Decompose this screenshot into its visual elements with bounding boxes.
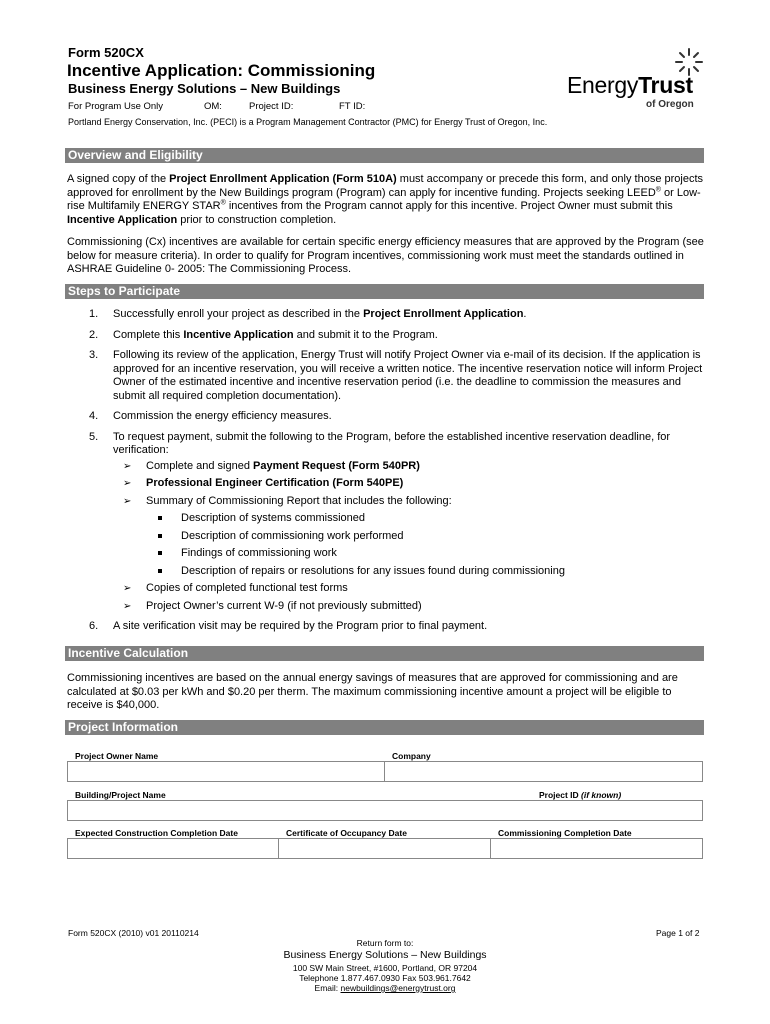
step-text-bold: Incentive Application <box>183 328 294 341</box>
construction-date-label: Expected Construction Completion Date <box>75 828 238 838</box>
item-text: Complete and signed <box>146 459 254 472</box>
item-text: Project Owner’s current W-9 (if not previously submitted) <box>146 599 422 612</box>
om-label: OM: <box>204 101 222 112</box>
list-item <box>113 600 707 614</box>
overview-text: incentives from the Program cannot apply for this incentive. Project Owner must submit this <box>225 200 673 212</box>
list-item <box>113 582 707 596</box>
item-text: Description of systems commissioned <box>181 512 366 524</box>
item-text: Copies of completed functional test forms <box>146 582 348 594</box>
page-subtitle: Business Energy Solutions – New Buildings <box>68 81 341 96</box>
building-project-label: Building/Project Name <box>75 790 166 800</box>
step-2 <box>67 329 707 343</box>
cx-completion-date-label: Commissioning Completion Date <box>498 828 632 838</box>
construction-date-field[interactable] <box>67 838 279 859</box>
registered-mark: ® <box>655 185 661 193</box>
step-text: Complete this <box>113 328 184 341</box>
email-label: Email: <box>314 983 341 993</box>
step-number: 2. <box>89 328 99 341</box>
peci-note: Portland Energy Conservation, Inc. (PECI) is a Program Management Contractor (PMC) for Energy Trust of Oregon, Inc. <box>68 117 548 127</box>
list-item <box>113 477 707 491</box>
overview-heading: Overview and Eligibility <box>65 148 704 163</box>
step-1 <box>67 308 707 322</box>
list-item <box>146 512 707 526</box>
item-text: Description of commissioning work performed <box>181 529 404 542</box>
occupancy-date-field[interactable] <box>278 838 491 859</box>
step-number: 1. <box>89 308 99 320</box>
step-text: Following its review of the application, Energy Trust will notify Project Owner via e-mail of its decision. If the application is approved for an incentive reservation, you will receive a written notice. The incentive reservation notice will inform Project Owner of the estimated incentive and incentive reservation period (i.e. the deadline to commission the measures and submit all required completion documentation). <box>113 349 703 402</box>
square-bullet-icon <box>158 551 162 555</box>
step-text: and submit it to the Program. <box>293 328 438 341</box>
step-text: To request payment, submit the following to the Program, before the established incentive reservation deadline, for verification: <box>113 430 671 456</box>
logo-subtitle: of Oregon <box>646 99 694 110</box>
arrow-bullet-icon: ➢ <box>123 495 132 507</box>
step-5 <box>67 431 707 614</box>
logo-wordmark <box>567 72 693 99</box>
step-6 <box>67 620 707 634</box>
item-text: Findings of commissioning work <box>181 547 337 559</box>
list-item <box>113 460 707 474</box>
item-text: Summary of Commissioning Report that includes the following: <box>146 494 452 507</box>
incentive-paragraph: Commissioning incentives are based on the annual energy savings of measures that are approved for commissioning and are calculated at $0.03 per kWh and $0.20 per therm. The maximum commissioning incentive amount a project will be eligible to receive is $40,000. <box>67 672 678 711</box>
return-email <box>0 983 770 993</box>
overview-text: prior to construction completion. <box>177 213 337 226</box>
program-use-label: For Program Use Only <box>68 101 164 112</box>
step-text: A site verification visit may be required by the Program prior to final payment. <box>113 620 488 632</box>
page-title: Incentive Application: Commissioning <box>67 61 376 80</box>
step-text: Successfully enroll your project as described in the <box>113 308 364 320</box>
return-address: 100 SW Main Street, #1600, Portland, OR 97204 <box>292 963 478 973</box>
arrow-bullet-icon: ➢ <box>123 600 132 612</box>
square-bullet-icon <box>158 516 162 520</box>
list-item <box>146 530 707 544</box>
arrow-bullet-icon: ➢ <box>123 583 132 594</box>
project-owner-field[interactable] <box>67 761 385 782</box>
email-link[interactable]: newbuildings@energytrust.org <box>340 983 456 993</box>
form-version: Form 520CX (2010) v01 20110214 <box>68 928 199 938</box>
company-field[interactable] <box>384 761 703 782</box>
step-text: Commission the energy efficiency measures. <box>113 410 332 422</box>
form-510a-reference: Project Enrollment Application (Form 510A) <box>169 173 397 185</box>
building-project-field[interactable] <box>67 800 703 821</box>
overview-paragraph-2: Commissioning (Cx) incentives are available for certain specific energy efficiency measures that are approved by the Program (see below for measure criteria). In order to qualify for Program incentives, commissioning work must meet the standards outlined in ASHRAE Guideline 0- 2005: The Commissioning Process. <box>67 236 704 275</box>
steps-list <box>67 308 707 641</box>
occupancy-date-label: Certificate of Occupancy Date <box>286 828 407 838</box>
step-number: 6. <box>89 620 99 632</box>
project-owner-label: Project Owner Name <box>75 751 159 761</box>
overview-text: must accompany or precede this form, and only those projects approved for enrollment by the New Buildings program (Program) can apply for incentive funding. Projects seeking LEED <box>67 173 704 199</box>
list-item <box>146 547 707 561</box>
registered-mark: ® <box>220 199 226 207</box>
step-text: . <box>523 308 527 320</box>
overview-paragraph-1 <box>67 173 707 227</box>
step-4 <box>67 410 707 424</box>
ft-id-label: FT ID: <box>339 101 366 112</box>
item-text: Description of repairs or resolutions for any issues found during commissioning <box>181 564 565 577</box>
step-number: 3. <box>89 349 99 361</box>
company-label: Company <box>392 751 431 761</box>
list-item <box>146 565 707 579</box>
return-phone-fax: Telephone 1.877.467.0930 Fax 503.961.7642 <box>299 973 471 983</box>
item-text-bold: Professional Engineer Certification (Form 540PE) <box>146 477 404 489</box>
logo-word-energy: Energy <box>567 72 639 98</box>
steps-heading: Steps to Participate <box>65 284 704 299</box>
page-number: Page 1 of 2 <box>656 928 700 938</box>
incentive-application-reference: Incentive Application <box>67 213 178 226</box>
project-info-heading: Project Information <box>65 720 704 735</box>
project-id-field-label <box>539 790 621 800</box>
arrow-bullet-icon: ➢ <box>123 460 132 472</box>
report-contents-list <box>146 512 707 578</box>
return-to-label: Return form to: <box>356 938 414 948</box>
step-3 <box>67 349 707 403</box>
square-bullet-icon <box>158 569 162 573</box>
step-number: 4. <box>89 410 99 422</box>
payment-items-list <box>113 460 707 614</box>
return-program-name: Business Energy Solutions – New Buildings <box>283 949 487 961</box>
logo-word-trust: Trust <box>638 72 693 98</box>
arrow-bullet-icon: ➢ <box>123 478 132 489</box>
incentive-heading: Incentive Calculation <box>65 646 704 661</box>
overview-text: A signed copy of the <box>67 173 170 185</box>
project-id-label: Project ID: <box>249 101 294 112</box>
project-id-label-text: Project ID <box>539 790 582 800</box>
list-item <box>113 495 707 579</box>
overview-text: or Low-rise Multifamily ENERGY STAR <box>67 186 701 212</box>
item-text-bold: Payment Request (Form 540PR) <box>253 459 420 472</box>
step-number: 5. <box>89 430 99 443</box>
step-text-bold: Project Enrollment Application <box>363 308 524 320</box>
project-id-hint: (if known) <box>581 790 622 800</box>
square-bullet-icon <box>158 534 162 538</box>
cx-completion-date-field[interactable] <box>490 838 703 859</box>
form-number: Form 520CX <box>68 45 144 60</box>
